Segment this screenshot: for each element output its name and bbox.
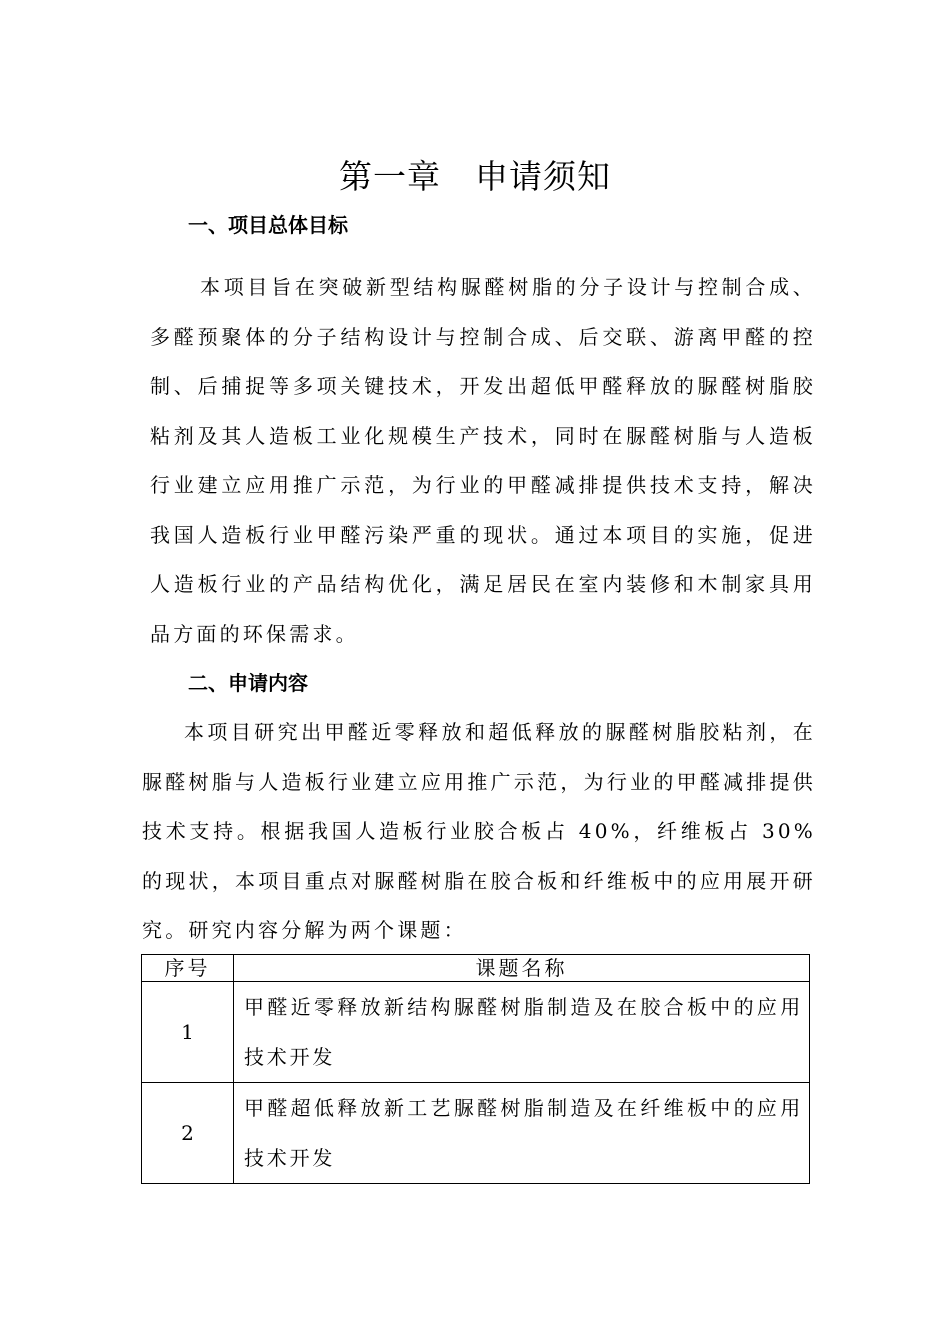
column-header-topic-name: 课题名称 (234, 955, 810, 982)
section-heading-objectives: 一、项目总体目标 (188, 213, 348, 237)
column-header-number: 序号 (142, 955, 234, 982)
section-heading-content: 二、申请内容 (188, 671, 308, 695)
topic-name: 甲醛超低释放新工艺脲醛树脂制造及在纤维板中的应用技术开发 (234, 1083, 810, 1184)
topic-table (141, 954, 810, 1184)
objectives-paragraph: 本项目旨在突破新型结构脲醛树脂的分子设计与控制合成、多醛预聚体的分子结构设计与控制合成、后交联、游离甲醛的控制、后捕捉等多项关键技术，开发出超低甲醛释放的脲醛树脂胶粘剂及其人造板工业化规模生产技术，同时在脲醛树脂与人造板行业建立应用推广示范，为行业的甲醛减排提供技术支持，解决我国人造板行业甲醛污染严重的现状。通过本项目的实施，促进人造板行业的产品结构优化，满足居民在室内装修和木制家具用品方面的环保需求。 (150, 275, 816, 646)
table-row (142, 982, 810, 1083)
topic-name: 甲醛近零释放新结构脲醛树脂制造及在胶合板中的应用技术开发 (234, 982, 810, 1083)
row-number: 1 (142, 982, 234, 1083)
row-number: 2 (142, 1083, 234, 1184)
content-paragraph: 本项目研究出甲醛近零释放和超低释放的脲醛树脂胶粘剂，在脲醛树脂与人造板行业建立应用推广示范，为行业的甲醛减排提供技术支持。根据我国人造板行业胶合板占 40%，纤维板占 30%的现状，本项目重点对脲醛树脂在胶合板和纤维板中的应用展开研究。研究内容分解为两个课题： (142, 720, 816, 942)
table-header-row (142, 955, 810, 982)
table-row (142, 1083, 810, 1184)
page-title: 第一章 申请须知 (339, 157, 611, 196)
